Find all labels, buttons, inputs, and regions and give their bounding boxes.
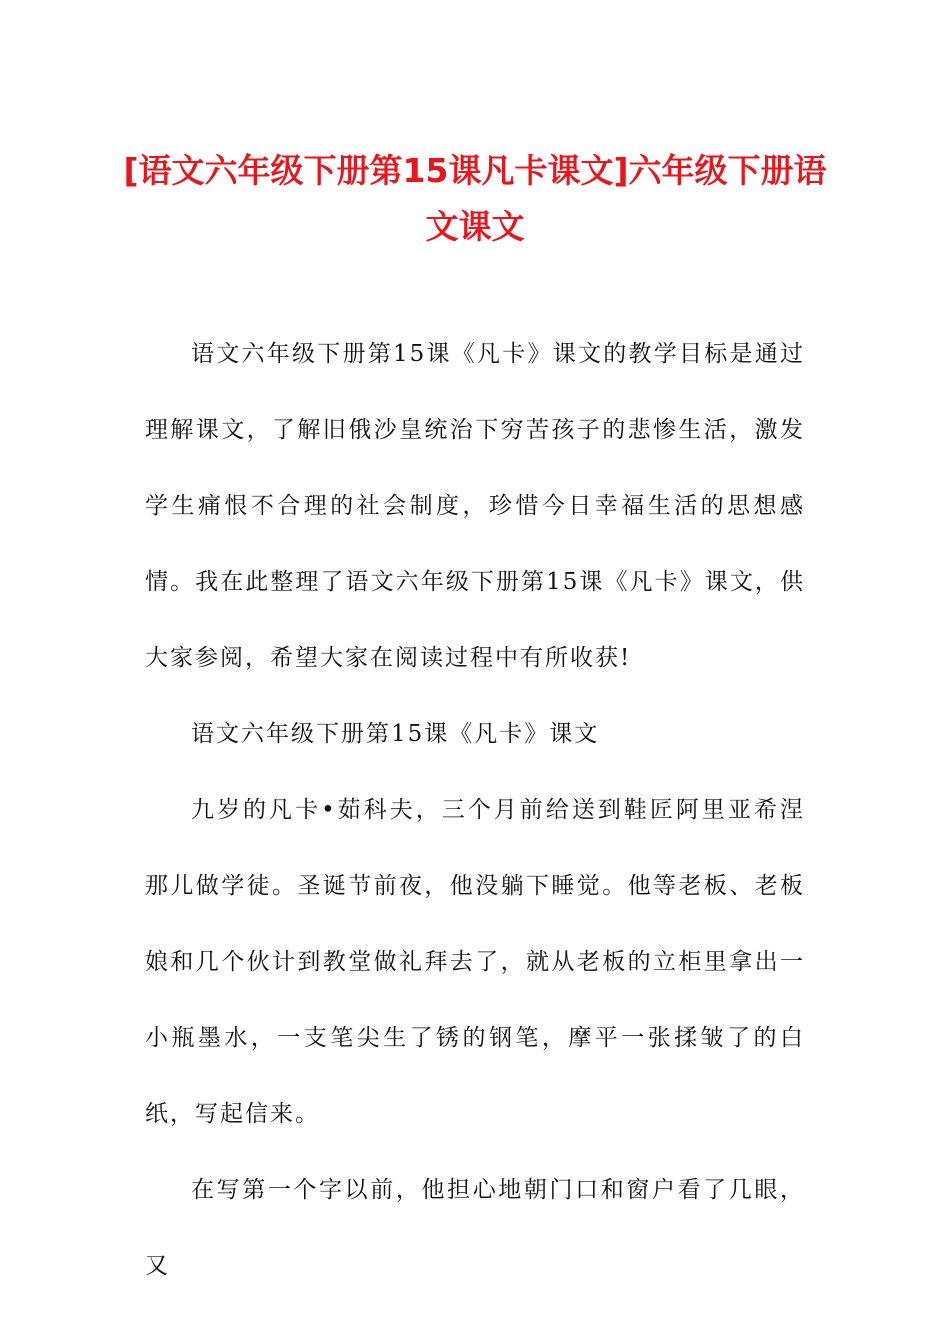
paragraph-story-1: 九岁的凡卡•茹科夫，三个月前给送到鞋匠阿里亚希涅那儿做学徒。圣诞节前夜，他没躺下睡觉。他等老板、老板娘和几个伙计到教堂做礼拜去了，就从老板的立柜里拿出一小瓶墨水，一支笔尖生了锈的钢笔，摩平一张揉皱了的白纸，写起信来。 bbox=[145, 797, 805, 1127]
paragraph-heading: 语文六年级下册第15课《凡卡》课文 bbox=[191, 721, 600, 747]
paragraph-intro: 语文六年级下册第15课《凡卡》课文的教学目标是通过理解课文，了解旧俄沙皇统治下穷苦孩子的悲惨生活，激发学生痛恨不合理的社会制度，珍惜今日幸福生活的思想感情。我在此整理了语文六年级下册第15课《凡卡》课文，供大家参阅，希望大家在阅读过程中有所收获! bbox=[145, 341, 805, 671]
paragraph-story-2: 在写第一个字以前，他担心地朝门口和窗户看了几眼，又 bbox=[145, 1177, 805, 1279]
document-title: [语文六年级下册第15课凡卡课文]六年级下册语文课文 bbox=[123, 151, 827, 246]
document-body bbox=[145, 316, 805, 1304]
